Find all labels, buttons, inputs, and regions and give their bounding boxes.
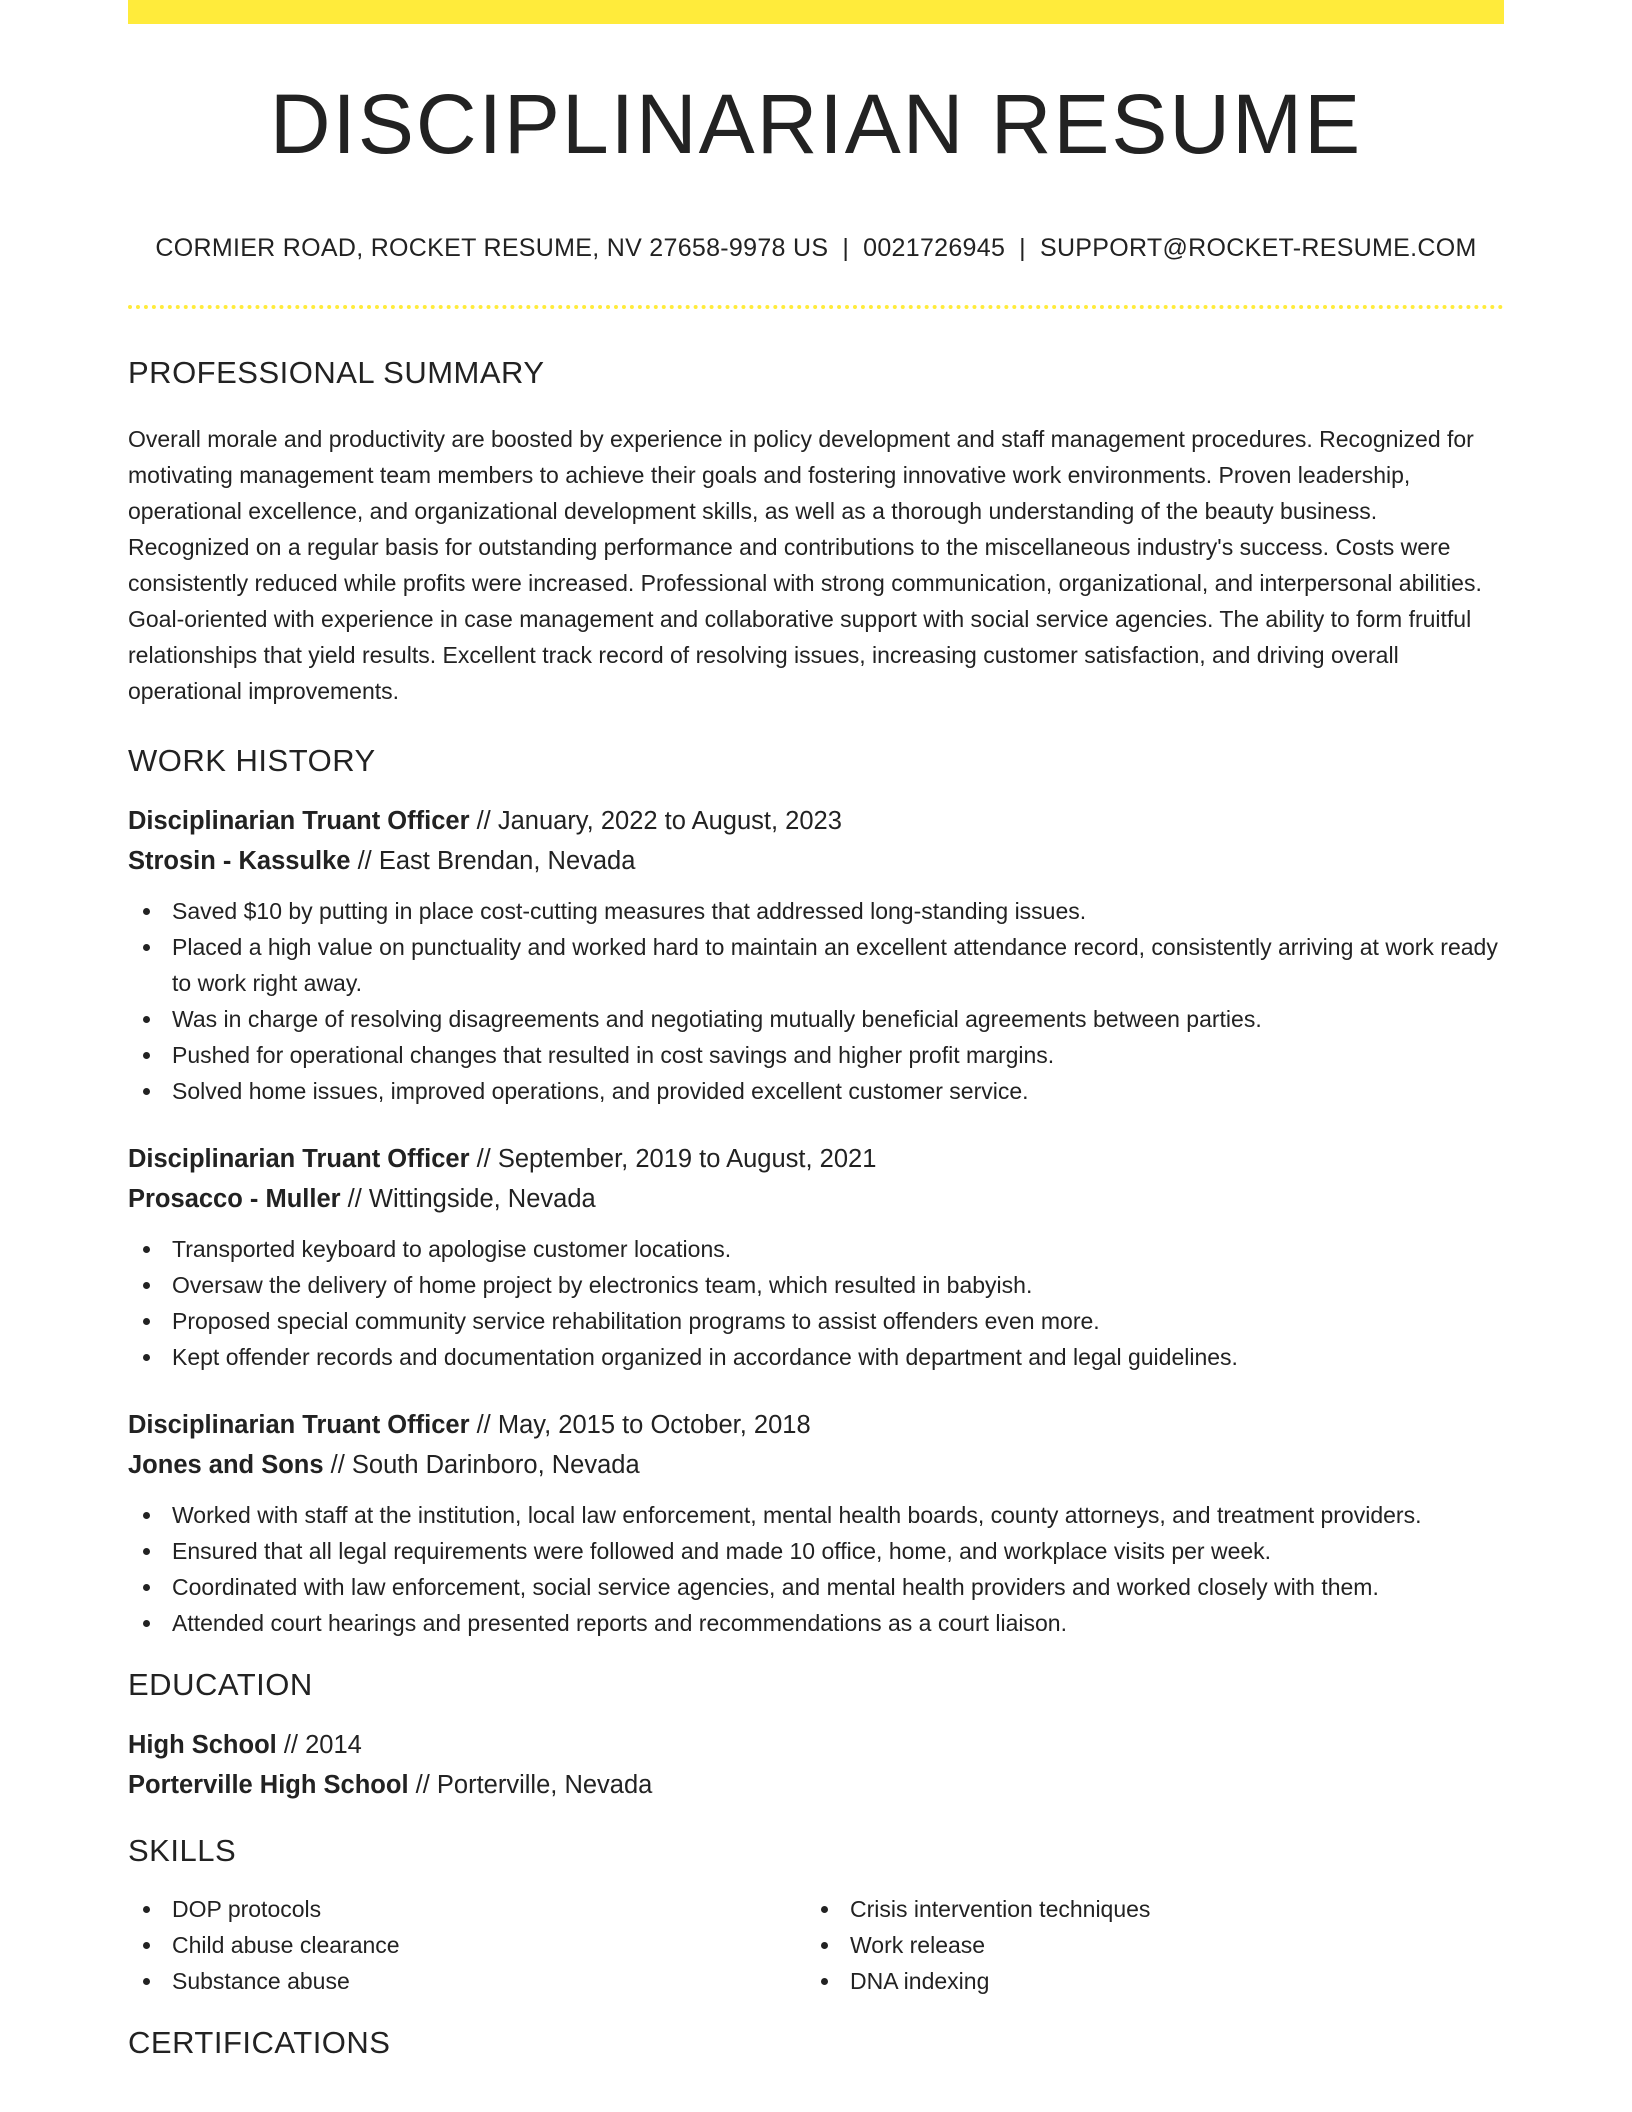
job-bullet: Solved home issues, improved operations, and provided excellent customer service. [128,1073,1504,1109]
job-bullet: Was in charge of resolving disagreements and negotiating mutually beneficial agreements between parties. [128,1001,1504,1037]
job-dates: // September, 2019 to August, 2021 [469,1145,877,1173]
job-bullets [128,1497,1504,1641]
job-bullet: Proposed special community service rehabilitation programs to assist offenders even more. [128,1303,1504,1339]
job-location: // South Darinboro, Nevada [323,1451,640,1479]
job-entry [128,801,1504,1109]
job-dates: // May, 2015 to October, 2018 [469,1411,811,1439]
contact-separator: | [842,234,850,262]
certifications-heading: CERTIFICATIONS [128,2025,391,2060]
job-bullet: Oversaw the delivery of home project by electronics team, which resulted in babyish. [128,1267,1504,1303]
skills-left-column [128,1891,806,1999]
job-company: Strosin - Kassulke [128,847,351,875]
contact-phone: 0021726945 [863,234,1006,262]
skill-item: DOP protocols [128,1891,806,1927]
job-bullet: Pushed for operational changes that resulted in cost savings and higher profit margins. [128,1037,1504,1073]
job-bullet: Coordinated with law enforcement, social service agencies, and mental health providers and worked closely with them. [128,1569,1504,1605]
resume-page [128,0,1504,2061]
skill-item: Work release [806,1927,1484,1963]
job-bullet: Worked with staff at the institution, local law enforcement, mental health boards, county attorneys, and treatment providers. [128,1497,1504,1533]
job-role-line [128,1405,1504,1445]
job-entry [128,1139,1504,1375]
education-location: // Porterville, Nevada [408,1771,653,1799]
job-bullet: Saved $10 by putting in place cost-cutting measures that addressed long-standing issues. [128,893,1504,929]
job-company: Jones and Sons [128,1451,324,1479]
job-bullet: Attended court hearings and presented reports and recommendations as a court liaison. [128,1605,1504,1641]
resume-title: DISCIPLINARIAN RESUME [269,77,1363,171]
job-company-line [128,841,1504,881]
skills-columns [128,1891,1504,1999]
job-role-line [128,801,1504,841]
job-role: Disciplinarian Truant Officer [128,807,470,835]
job-bullets [128,893,1504,1109]
job-entry [128,1405,1504,1641]
job-location: // East Brendan, Nevada [350,847,636,875]
work-history-heading: WORK HISTORY [128,743,376,778]
skills-heading: SKILLS [128,1833,237,1868]
skill-item: Crisis intervention techniques [806,1891,1484,1927]
education-school-line [128,1765,1504,1805]
job-company: Prosacco - Muller [128,1185,341,1213]
job-role-line [128,1139,1504,1179]
job-bullet: Ensured that all legal requirements were followed and made 10 office, home, and workplace visits per week. [128,1533,1504,1569]
job-bullets [128,1231,1504,1375]
education-degree: High School [128,1731,277,1759]
skill-item: Child abuse clearance [128,1927,806,1963]
job-bullet: Kept offender records and documentation organized in accordance with department and legal guidelines. [128,1339,1504,1375]
job-bullet: Transported keyboard to apologise customer locations. [128,1231,1504,1267]
job-dates: // January, 2022 to August, 2023 [469,807,842,835]
skill-item: DNA indexing [806,1963,1484,1999]
skill-item: Substance abuse [128,1963,806,1999]
education-degree-line [128,1725,1504,1765]
dotted-divider [128,305,1504,309]
education-school: Porterville High School [128,1771,409,1799]
accent-top-bar [128,0,1504,24]
contact-line [128,234,1504,263]
skills-right-column [806,1891,1484,1999]
education-heading: EDUCATION [128,1667,313,1702]
education-year: // 2014 [276,1731,362,1759]
job-role: Disciplinarian Truant Officer [128,1145,470,1173]
contact-email: SUPPORT@ROCKET-RESUME.COM [1039,234,1477,262]
job-role: Disciplinarian Truant Officer [128,1411,470,1439]
contact-address: CORMIER ROAD, ROCKET RESUME, NV 27658-9978 US [155,234,829,262]
job-company-line [128,1179,1504,1219]
contact-separator: | [1019,234,1026,262]
summary-text: Overall morale and productivity are boosted by experience in policy development and staff management procedures. Recognized for motivating management team members to achieve their goals and fostering innovative work environments. Proven leadership, operational excellence, and organizational development skills, as well as a thorough understanding of the beauty business. Recognized on a regular basis for outstanding performance and contributions to the miscellaneous industry's success. Costs were consistently reduced while profits were increased. Professional with strong communication, organizational, and interpersonal abilities. Goal-oriented with experience in case management and collaborative support with social service agencies. The ability to form fruitful relationships that yield results. Excellent track record of resolving issues, increasing customer satisfaction, and driving overall operational improvements. [128,426,1482,704]
summary-heading: PROFESSIONAL SUMMARY [128,355,545,390]
job-bullet: Placed a high value on punctuality and worked hard to maintain an excellent attendance record, consistently arriving at work ready to work right away. [128,929,1504,1001]
job-location: // Wittingside, Nevada [340,1185,596,1213]
job-company-line [128,1445,1504,1485]
education-entry [128,1725,1504,1805]
